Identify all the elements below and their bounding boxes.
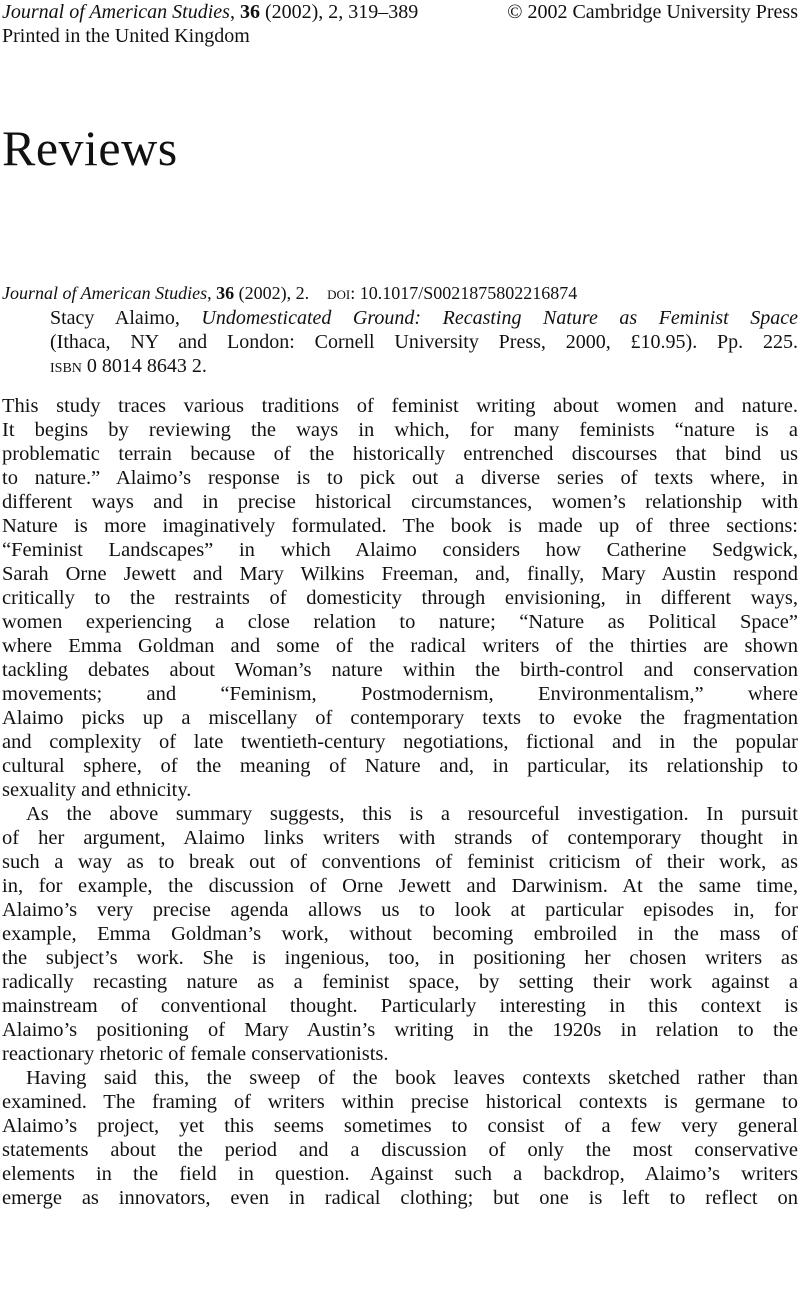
doi-label: doi (327, 283, 351, 303)
body-line: Alaimo’s very precise agenda allows us to look at particular episodes in, for (2, 899, 798, 921)
section-title: Reviews (2, 120, 178, 176)
header-volume: 36 (239, 1, 260, 23)
book-isbn-line (50, 354, 798, 378)
body-line: It begins by reviewing the ways in which, for many feminists “nature is a (2, 419, 798, 441)
body-line: mainstream of conventional thought. Particularly interesting in this context is (2, 995, 798, 1017)
header-line-2 (2, 24, 798, 48)
running-header (2, 0, 798, 48)
body-line: critically to the restraints of domesticity through envisioning, in different ways, (2, 587, 798, 609)
body-line: to nature.” Alaimo’s response is to pick out a diverse series of texts where, in (2, 467, 798, 489)
citation-journal: Journal of American Studies (2, 283, 208, 303)
body-line: “Feminist Landscapes” in which Alaimo considers how Catherine Sedgwick, (2, 539, 798, 561)
body-line: problematic terrain because of the historically entrenched discourses that bind us (2, 443, 798, 465)
header-journal: Journal of American Studies (2, 1, 230, 23)
header-copyright: © 2002 Cambridge University Press (507, 1, 798, 23)
body-line: movements; and “Feminism, Postmodernism, Environmentalism,” where (2, 683, 798, 705)
body-line: As the above summary suggests, this is a resourceful investigation. In pursuit (26, 803, 798, 825)
body-line: Alaimo’s project, yet this seems sometimes to consist of a few very general (2, 1115, 798, 1137)
body-line: Alaimo picks up a miscellany of contemporary texts to evoke the fragmentation (2, 707, 798, 729)
book-title: Undomesticated Ground: Recasting Nature as Feminist Space (201, 307, 799, 329)
citation-year-issue: (2002), 2. (238, 283, 310, 303)
body-line: in, for example, the discussion of Orne Jewett and Darwinism. At the same time, (2, 875, 798, 897)
body-line: reactionary rhetoric of female conservationists. (2, 1043, 389, 1065)
body-line: emerge as innovators, even in radical clothing; but one is left to reflect on (2, 1187, 798, 1209)
book-reference (50, 306, 798, 378)
body-line: examined. The framing of writers within precise historical contexts is germane to (2, 1091, 798, 1113)
body-line: Nature is more imaginatively formulated. The book is made up of three sections: (2, 515, 798, 537)
body-line: women experiencing a close relation to nature; “Nature as Political Space” (2, 611, 798, 633)
book-author: Stacy Alaimo, (50, 307, 180, 329)
book-publication: (Ithaca, NY and London: Cornell University Press, 2000, £10.95). Pp. 225. (50, 331, 798, 353)
body-line: cultural sphere, of the meaning of Nature and, in particular, its relationship to (2, 755, 798, 777)
book-author-title-line (50, 306, 798, 330)
header-line-1 (2, 0, 798, 24)
body-line: Having said this, the sweep of the book leaves contexts sketched rather than (26, 1067, 798, 1089)
body-line: tackling debates about Woman’s nature within the birth-control and conservation (2, 659, 798, 681)
isbn-label: isbn (50, 355, 82, 377)
header-year-pages: (2002), 2, 319–389 (264, 1, 419, 23)
citation-volume: 36 (216, 283, 235, 303)
body-line: This study traces various traditions of feminist writing about women and nature. (2, 395, 798, 417)
review-citation: Journal of American Studies, 36 (2002), 2. doi: 10.1017/S0021875802216874 (2, 283, 578, 303)
body-line: sexuality and ethnicity. (2, 779, 192, 801)
body-line: radically recasting nature as a feminist space, by setting their work against a (2, 971, 798, 993)
body-line: such a way as to break out of conventions of feminist criticism of their work, as (2, 851, 798, 873)
review-body (2, 394, 798, 1210)
isbn-value: 0 8014 8643 2. (81, 355, 207, 377)
body-line: where Emma Goldman and some of the radical writers of the thirties are shown (2, 635, 798, 657)
body-line: Alaimo’s positioning of Mary Austin’s writing in the 1920s in relation to the (2, 1019, 798, 1041)
doi-value: : 10.1017/S0021875802216874 (350, 283, 578, 303)
body-line: the subject’s work. She is ingenious, too, in positioning her chosen writers as (2, 947, 798, 969)
body-line: statements about the period and a discussion of only the most conservative (2, 1139, 798, 1161)
body-line: and complexity of late twentieth-century negotiations, fictional and in the popular (2, 731, 798, 753)
body-line: example, Emma Goldman’s work, without becoming embroiled in the mass of (2, 923, 798, 945)
body-line: elements in the field in question. Against such a backdrop, Alaimo’s writers (2, 1163, 798, 1185)
header-printed: Printed in the United Kingdom (2, 25, 250, 47)
body-line: of her argument, Alaimo links writers with strands of contemporary thought in (2, 827, 798, 849)
body-line: different ways and in precise historical circumstances, women’s relationship with (2, 491, 798, 513)
body-line: Sarah Orne Jewett and Mary Wilkins Freeman, and, finally, Mary Austin respond (2, 563, 798, 585)
header-citation: Journal of American Studies, 36 (2002), 2, 319–389 (2, 1, 419, 23)
